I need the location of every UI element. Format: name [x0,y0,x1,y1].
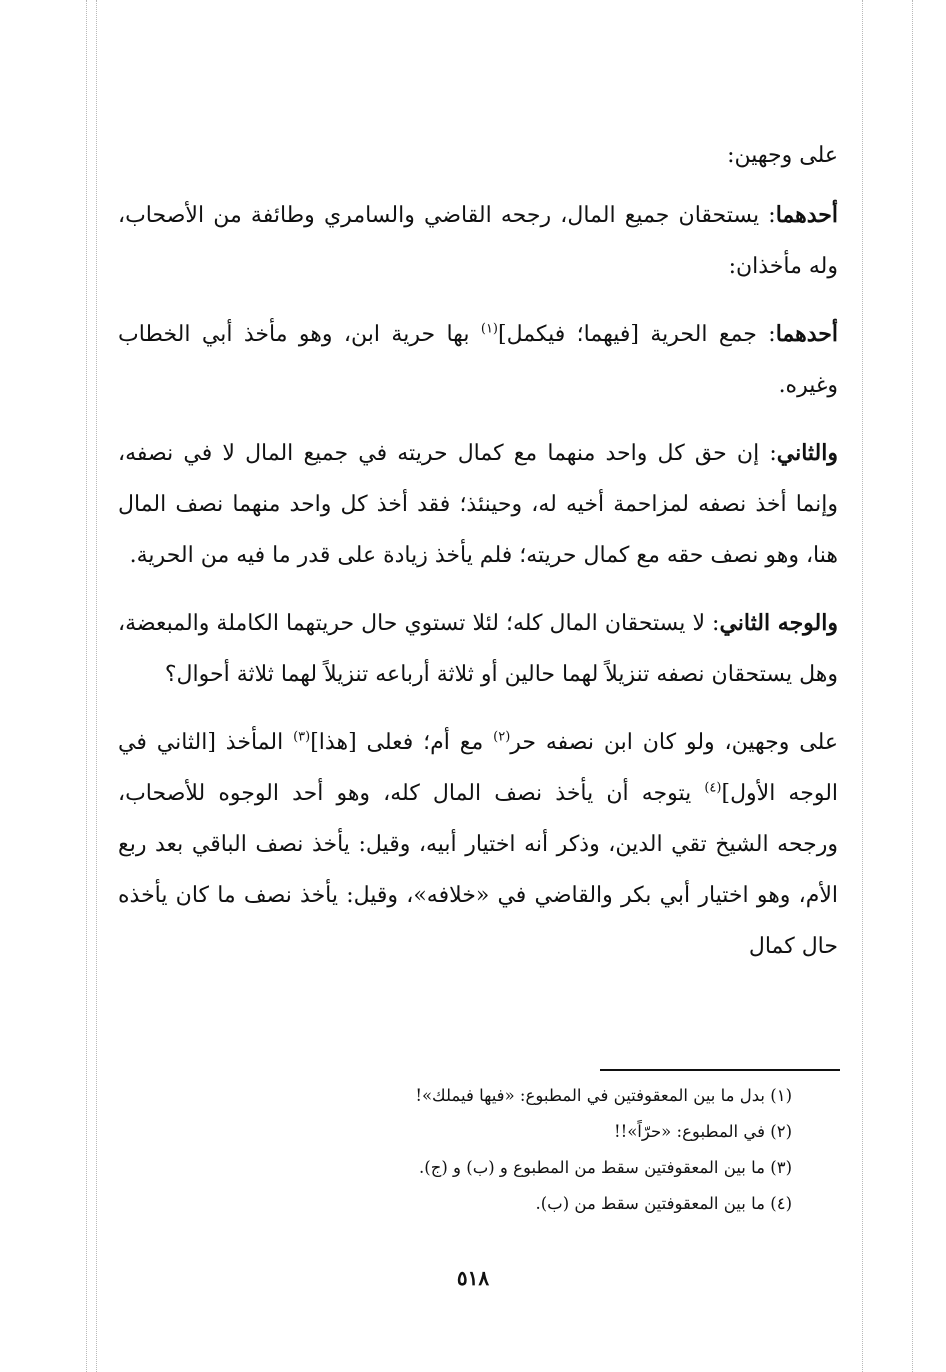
paragraph-text: المأخذ [الثاني في الوجه الأول] [118,730,839,806]
paragraph-text: : إن حق كل واحد منهما مع كمال حريته في جميع المال لا في نصفه، وإنما أخذ نصفه لمزاحمة أخيه له، وحينئذ؛ فقد أخذ كل واحد منهما نصف المال هنا، وهو نصف حقه مع كمال حريته؛ فلم يأخذ زيادة على قدر ما فيه من الحرية. [118,441,838,568]
main-text [118,130,838,989]
paragraph-second-view [118,598,838,700]
scan-edge-left [86,0,87,1372]
paragraph-label: أحدهما [775,202,838,228]
footnote-separator [600,1069,840,1071]
paragraph-text: : لا يستحقان المال كله؛ لئلا تستوي حال حريتهما الكاملة والمبعضة، وهل يستحقان نصفه تنزيلاً لهما حالين أو ثلاثة أرباعه تنزيلاً لهما ثلاثة أحوال؟ [118,611,838,687]
paragraph-half-free-son [118,717,838,972]
paragraph-text: : يستحقان جميع المال، رجحه القاضي والسامري وطائفة من الأصحاب، وله مأخذان: [118,203,838,279]
scan-edge-right [912,0,913,1372]
footnote-ref-3: (٣) [293,729,311,745]
paragraph-first-view [118,190,838,292]
footnote-ref-2: (٢) [493,729,511,745]
footnote-1: (١) بدل ما بين المعقوفتين في المطبوع: «فيها فيملك»! [415,1086,792,1105]
paragraph-text: بها حرية ابن، وهو مأخذ أبي الخطاب وغيره. [118,322,838,398]
footnotes [230,1078,792,1222]
paragraph-text: يتوجه أن يأخذ نصف المال كله، وهو أحد الوجوه للأصحاب، ورجحه الشيخ تقي الدين، وذكر أنه اختيار أبيه، وقيل: يأخذ نصف الباقي بعد ربع الأم، وهو اختيار أبي بكر والقاضي في «خلافه»، وقيل: يأخذ نصف ما كان يأخذه حال كمال [118,781,838,959]
paragraph-label: والثاني [776,440,838,466]
paragraph-intro [118,130,838,181]
footnote-4: (٤) ما بين المعقوفتين سقط من (ب). [535,1194,792,1213]
paragraph-text: مع أم؛ فعلى [هذا] [310,730,494,755]
page-number: ٥١٨ [456,1266,490,1290]
paragraph-label: أحدهما [775,321,839,347]
paragraph-second-basis [118,428,838,581]
paragraph-text: : جمع الحرية [فيهما؛ فيكمل] [498,322,776,347]
footnote-ref-1: (١) [480,321,498,337]
footnote-ref-4: (٤) [704,780,722,796]
paragraph-text: على وجهين، ولو كان ابن نصفه حر [510,730,838,755]
footnote-3: (٣) ما بين المعقوفتين سقط من المطبوع و (ب) و (ج). [419,1158,792,1177]
scan-edge-right-inner [862,0,863,1372]
scan-edge-left-inner [96,0,97,1372]
footnote-2: (٢) في المطبوع: «حرّاً»!! [613,1122,792,1141]
paragraph-label: والوجه الثاني [719,610,838,636]
paragraph-text: على وجهين: [727,143,838,168]
paragraph-first-basis [118,309,838,411]
